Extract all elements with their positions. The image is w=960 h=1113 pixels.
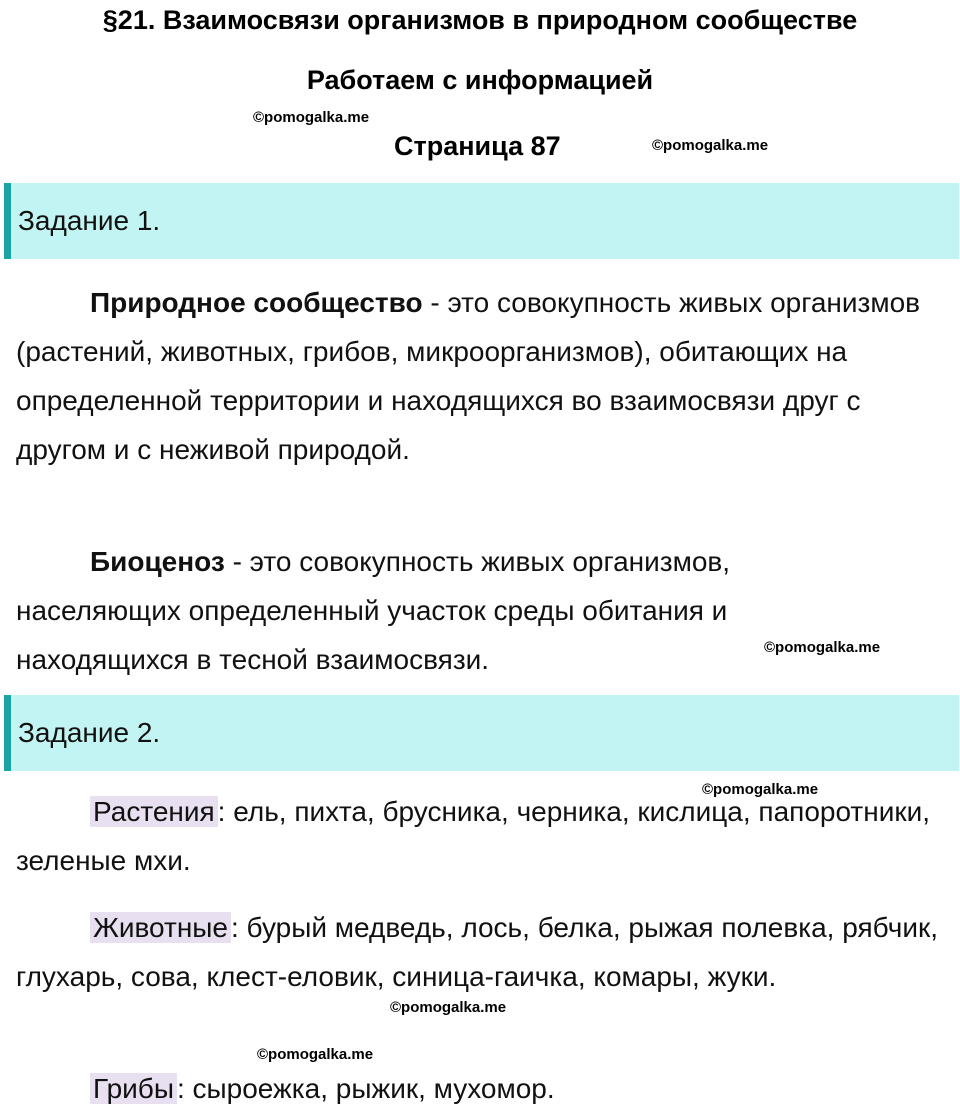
plants-list: : ель, пихта, брусника, черника, кислица, папоротники, зеленые мхи. (16, 796, 931, 876)
page-title: §21. Взаимосвязи организмов в природном сообществе (102, 5, 858, 35)
definition-natural-community (16, 278, 946, 474)
task-1-header (4, 183, 959, 259)
plants-paragraph (16, 787, 946, 885)
fungi-list: : сыроежка, рыжик, мухомор. (176, 1073, 555, 1104)
task-2-label: Задание 2. (18, 717, 161, 748)
task-2-header (4, 695, 959, 771)
watermark-4: ©pomogalka.me (702, 781, 819, 798)
fungi-paragraph (16, 1064, 946, 1113)
animals-list: : бурый медведь, лось, белка, рыжая полевка, рябчик, глухарь, сова, клест-еловик, синица-гаичка, комары, жуки. (16, 912, 939, 992)
definition-natural-community-text: - это совокупность живых организмов (растений, животных, грибов, микроорганизмов), обитающих на определенной территории и находящихся во взаимосвязи друг с другом и с неживой природой. (16, 287, 921, 465)
term-biocenosis: Биоценоз (90, 546, 225, 577)
watermark-6: ©pomogalka.me (257, 1046, 374, 1063)
task-2-accent (4, 695, 11, 771)
definition-biocenosis-text: - это совокупность живых организмов, населяющих определенный участок среды обитания и находящихся в тесной взаимосвязи. (16, 546, 731, 675)
plants-label: Растения (90, 796, 218, 827)
section-subtitle: Работаем с информацией (306, 65, 654, 95)
task-1-accent (4, 183, 11, 259)
watermark-5: ©pomogalka.me (390, 999, 507, 1016)
watermark-1: ©pomogalka.me (253, 109, 370, 126)
task-1-label: Задание 1. (18, 205, 161, 236)
watermark-2: ©pomogalka.me (652, 137, 769, 154)
fungi-label: Грибы (90, 1073, 177, 1104)
animals-paragraph (16, 903, 946, 1001)
definition-biocenosis (16, 537, 896, 684)
watermark-3: ©pomogalka.me (764, 639, 881, 656)
term-natural-community: Природное сообщество (90, 287, 423, 318)
animals-label: Животные (90, 912, 231, 943)
page-number: Страница 87 (394, 131, 561, 161)
